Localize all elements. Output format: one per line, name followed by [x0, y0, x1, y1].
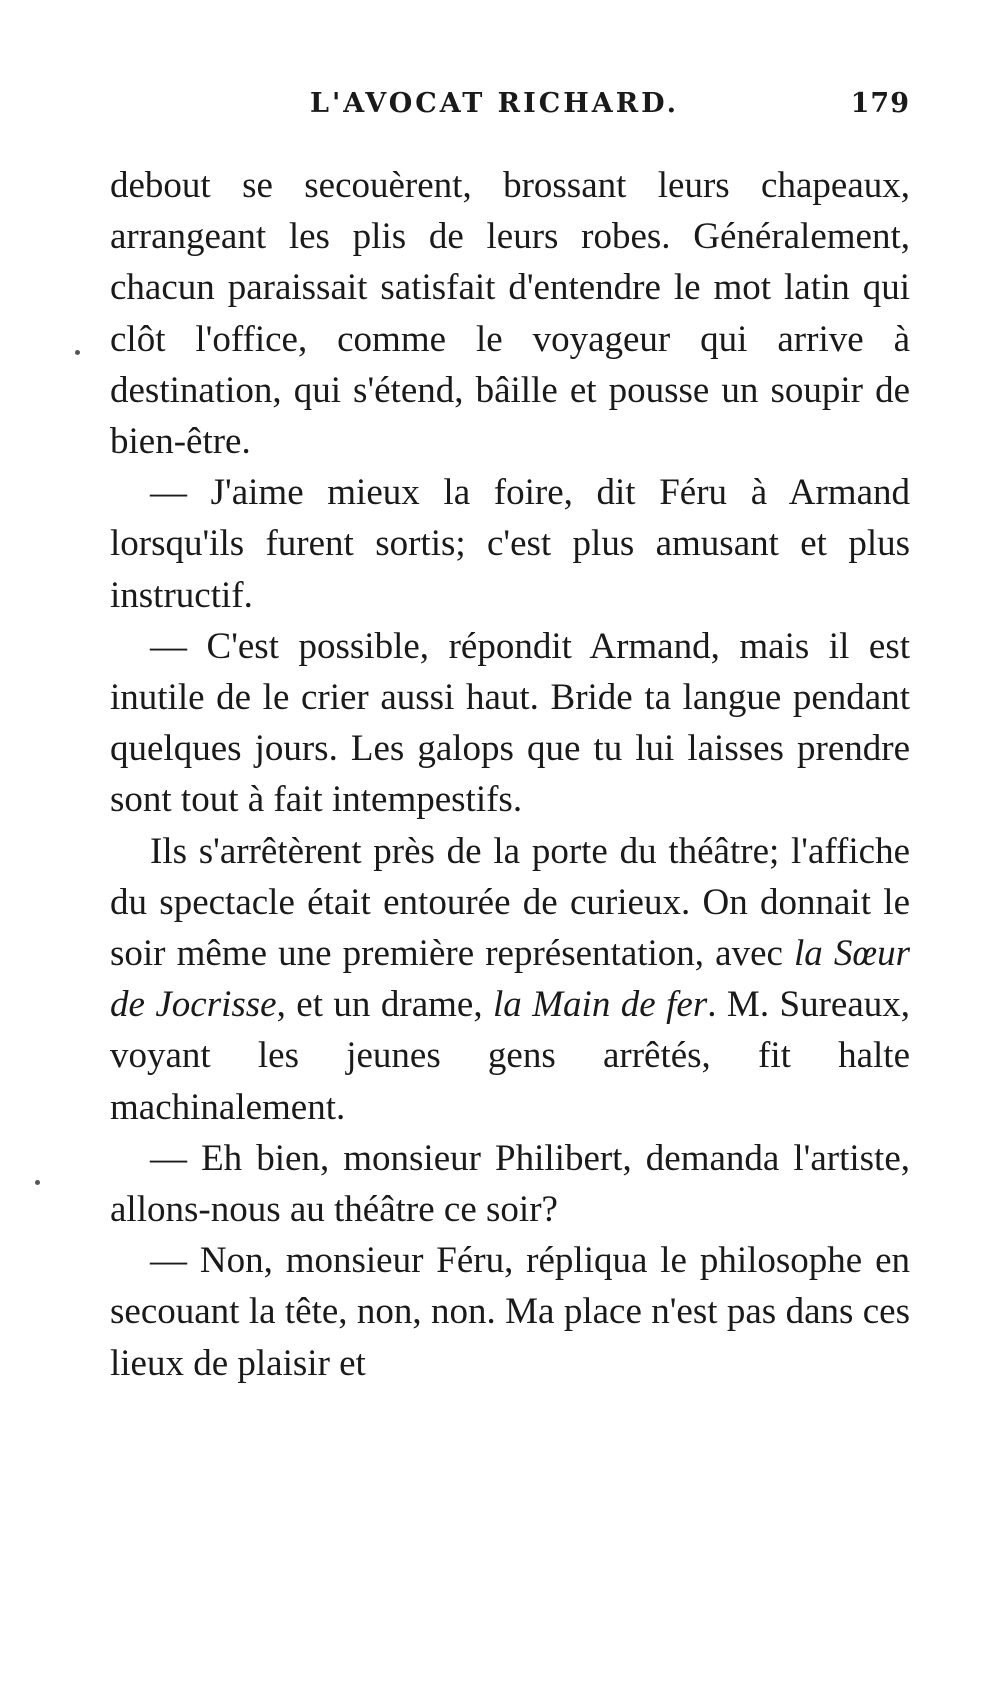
- print-speck: [35, 1180, 40, 1185]
- text-run: — C'est possible, répondit Armand, mais il est inutile de le crier aussi haut. Bride ta langue pendant quelques jours. Les galops que tu lui laisses prendre sont tout à fait intempestifs.: [110, 625, 910, 821]
- text-run: — Eh bien, monsieur Philibert, demanda l'artiste, allons-nous au théâtre ce soir?: [110, 1137, 910, 1231]
- text-run: — J'aime mieux la foire, dit Féru à Armand lorsqu'ils furent sortis; c'est plus amusant et plus instructif.: [110, 472, 910, 616]
- print-speck: [75, 350, 80, 355]
- text-run: , et un drame,: [276, 984, 494, 1026]
- page-number: 179: [850, 88, 910, 119]
- text-run: Ils s'arrêtèrent près de la porte du théâtre; l'affiche du spectacle était entourée de curieux. On donnait le soir même une première représentation, avec: [110, 830, 910, 975]
- text-run: . M. Sureaux, voyant les jeunes gens arrêtés, fit halte machinalement.: [110, 984, 910, 1128]
- italic-title: la Main de fer: [493, 984, 708, 1026]
- paragraph: [110, 826, 910, 1133]
- page-header: [110, 88, 910, 128]
- paragraph: [110, 621, 910, 826]
- paragraph: [110, 467, 910, 621]
- text-run: — Non, monsieur Féru, répliqua le philosophe en secouant la tête, non, non. Ma place n'est pas dans ces lieux de plaisir et: [110, 1240, 910, 1384]
- italic-title: la Sœur de Jocrisse: [110, 933, 910, 1026]
- body-text: [110, 160, 910, 1389]
- paragraph: [110, 1235, 910, 1389]
- running-title: L'AVOCAT RICHARD.: [310, 88, 679, 119]
- paragraph: [110, 1133, 910, 1235]
- text-run: debout se secouèrent, brossant leurs chapeaux, arrangeant les plis de leurs robes. Généralement, chacun paraissait satisfait d'entendre le mot latin qui clôt l'office, comme le voyageur qui arrive à destination, qui s'étend, bâille et pousse un soupir de bien-être.: [110, 165, 910, 463]
- paragraph: [110, 160, 910, 467]
